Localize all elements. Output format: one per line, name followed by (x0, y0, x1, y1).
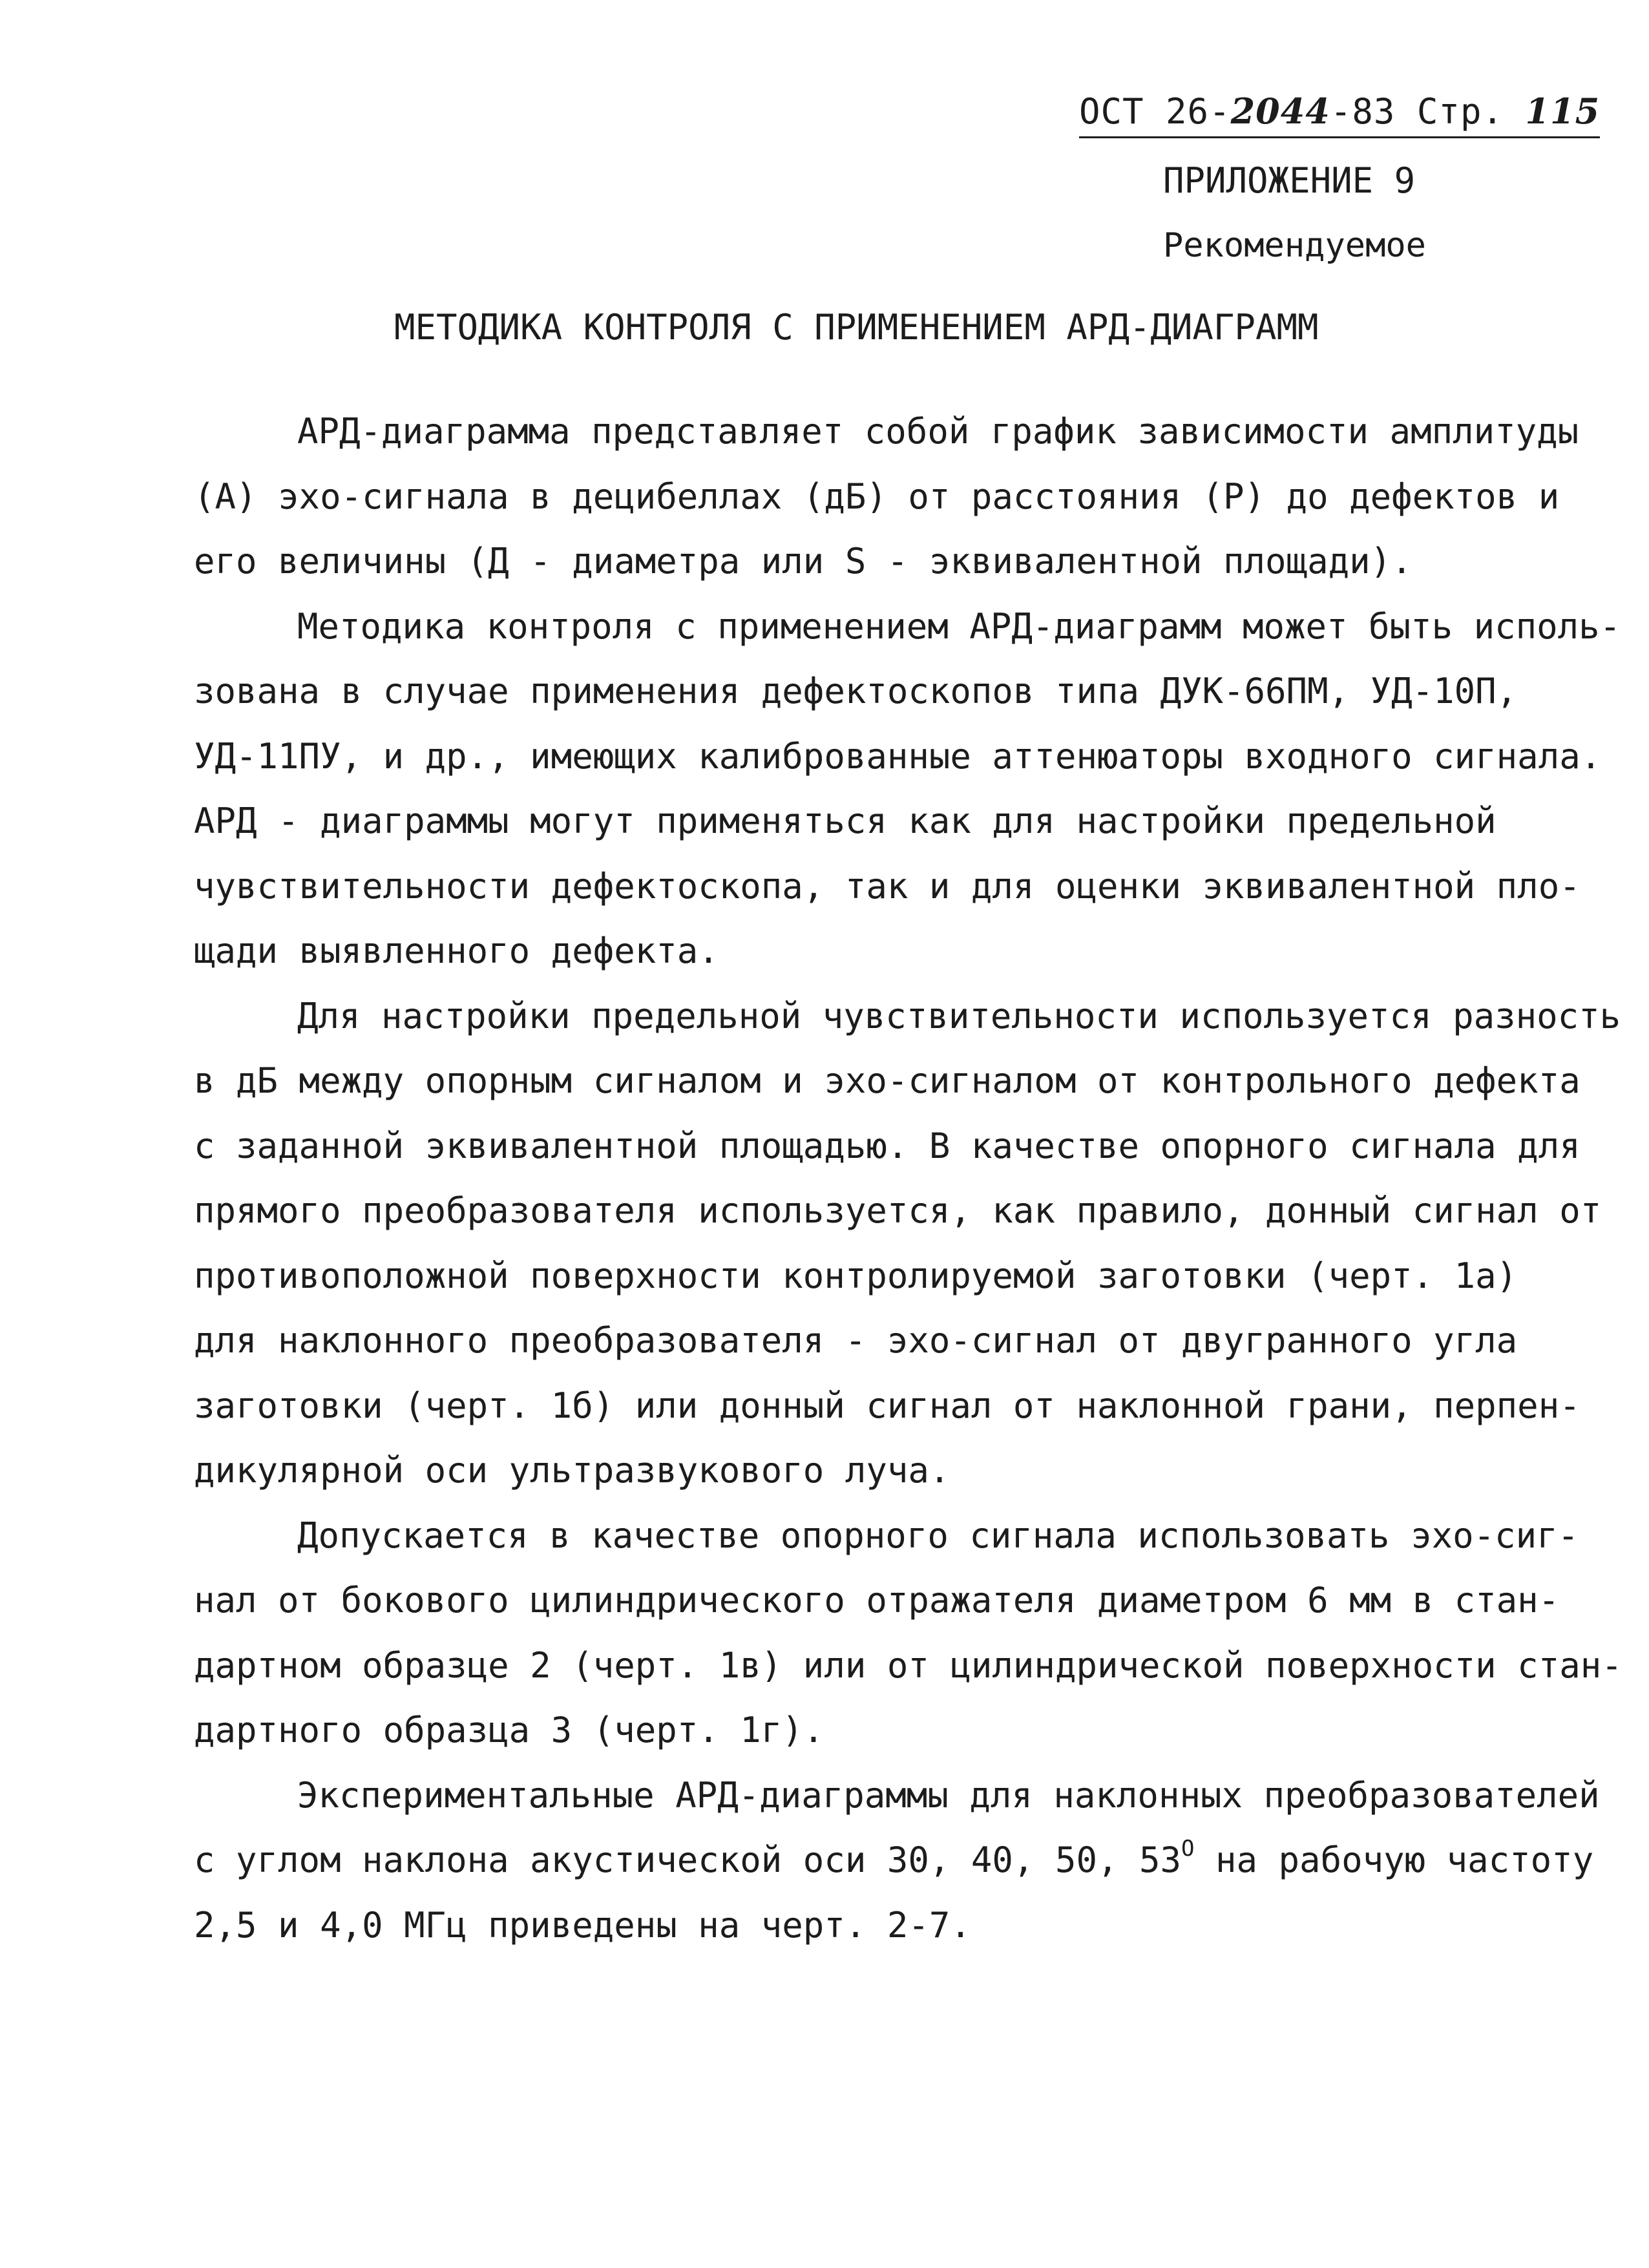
paragraph-2 (194, 594, 1621, 984)
text-line: для наклонного преобразователя - эхо-сигнал от двугранного угла (194, 1320, 1518, 1361)
text-line: противоположной поверхности контролируемой заготовки (черт. 1а) (194, 1255, 1518, 1296)
text-line: его величины (Д - диаметра или S - эквивалентной площади). (194, 541, 1413, 582)
appendix-status: Рекомендуемое (1163, 226, 1426, 265)
standard-suffix: -83 Стр. (1330, 91, 1526, 132)
text-line: дартном образце 2 (черт. 1в) или от цилиндрической поверхности стан- (194, 1644, 1623, 1686)
text-line: нал от бокового цилиндрического отражателя диаметром 6 мм в стан- (194, 1580, 1560, 1621)
document-title: МЕТОДИКА КОНТРОЛЯ С ПРИМЕНЕНИЕМ АРД-ДИАГРАММ (394, 307, 1319, 348)
text-line: Допускается в качестве опорного сигнала использовать эхо-сиг- (297, 1515, 1579, 1556)
text-line: АРД-диаграмма представляет собой график зависимости амплитуды (297, 411, 1579, 452)
standard-reference-header (1079, 90, 1600, 138)
appendix-label: ПРИЛОЖЕНИЕ 9 (1163, 160, 1416, 201)
text-line: дикулярной оси ультразвукового луча. (194, 1450, 951, 1491)
text-fragment: с углом наклона акустической оси 30, 40, 50, 53 (194, 1840, 1182, 1880)
paragraph-1 (194, 399, 1577, 594)
text-line: чувствительности дефектоскопа, так и для оценки эквивалентной пло- (194, 865, 1581, 907)
paragraph-4 (194, 1504, 1623, 1763)
text-line (194, 1828, 1594, 1893)
text-line: щади выявленного дефекта. (194, 930, 719, 971)
text-line: Для настройки предельной чувствительности используется разность (297, 995, 1621, 1036)
text-line: заготовки (черт. 1б) или донный сигнал от наклонной грани, перпен- (194, 1385, 1581, 1426)
text-line: дартного образца 3 (черт. 1г). (194, 1710, 824, 1750)
text-line: (А) эхо-сигнала в децибеллах (дБ) от расстояния (Р) до дефектов и (194, 476, 1560, 517)
text-line: в дБ между опорным сигналом и эхо-сигналом от контрольного дефекта (194, 1060, 1581, 1101)
text-line: Экспериментальные АРД-диаграммы для наклонных преобразователей (297, 1774, 1600, 1816)
paragraph-3 (194, 984, 1621, 1504)
text-line: Методика контроля с применением АРД-диаграмм может быть исполь- (297, 605, 1621, 647)
text-line: 2,5 и 4,0 МГц приведены на черт. 2-7. (194, 1904, 971, 1946)
text-line: УД-11ПУ, и др., имеющих калиброванные аттенюаторы входного сигнала. (194, 735, 1602, 777)
body-text (194, 399, 1623, 1958)
standard-prefix: ОСТ 26- (1079, 91, 1231, 132)
paragraph-5 (194, 1763, 1600, 1958)
text-fragment: на рабочую частоту (1194, 1840, 1594, 1880)
text-line: зована в случае применения дефектоскопов типа ДУК-66ПМ, УД-10П, (194, 671, 1518, 711)
text-line: АРД - диаграммы могут применяться как для настройки предельной (194, 801, 1497, 841)
text-line: прямого преобразователя используется, как правило, донный сигнал от (194, 1190, 1602, 1231)
page-number-handwritten: 115 (1525, 90, 1601, 132)
degree-superscript: О (1181, 1836, 1195, 1862)
text-line: с заданной эквивалентной площадью. В качестве опорного сигнала для (194, 1125, 1581, 1166)
standard-number-handwritten: 2044 (1230, 90, 1330, 132)
